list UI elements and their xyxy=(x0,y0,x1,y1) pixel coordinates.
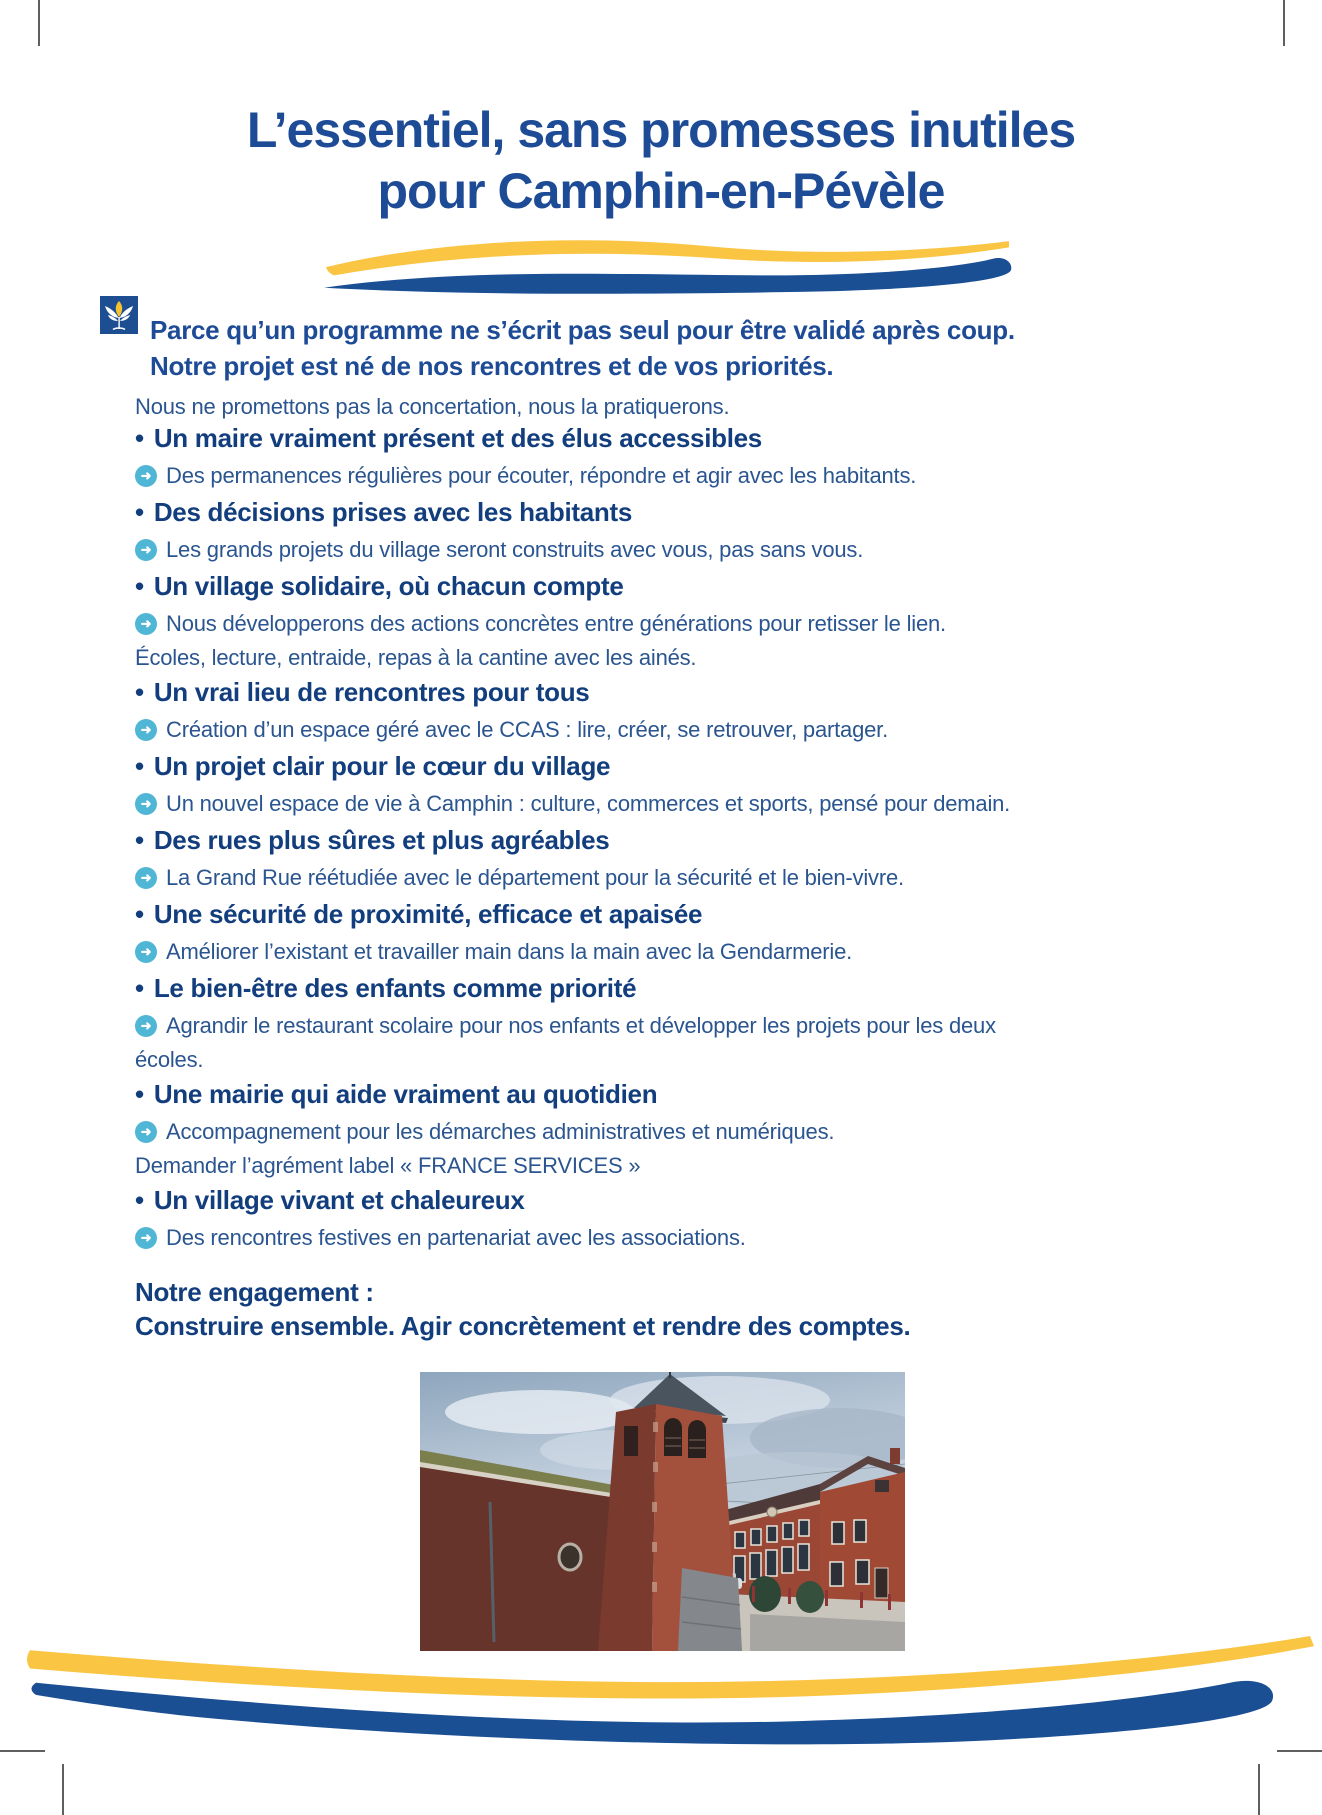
detail-text: Accompagnement pour les démarches administratives et numériques. xyxy=(166,1118,835,1144)
bullet-icon: • xyxy=(135,825,144,855)
list-item-detail xyxy=(135,933,1245,970)
bullet-icon: • xyxy=(135,677,144,707)
footer-swoosh xyxy=(0,1634,1322,1766)
arrow-icon: ➜ xyxy=(135,1121,157,1143)
title-swoosh-blue xyxy=(324,258,1011,294)
list-item-heading xyxy=(135,748,1245,785)
list-item-detail-continuation xyxy=(135,642,1245,674)
list-item-detail xyxy=(135,859,1245,896)
wheat-logo-icon xyxy=(100,296,138,334)
detail-text: Les grands projets du village seront construits avec vous, pas sans vous. xyxy=(166,536,864,562)
heading-text: Une sécurité de proximité, efficace et apaisée xyxy=(153,899,703,929)
detail-text: Un nouvel espace de vie à Camphin : culture, commerces et sports, pensé pour demain. xyxy=(166,790,1011,816)
bullet-icon: • xyxy=(135,899,144,929)
page-title xyxy=(0,100,1322,222)
arrow-icon: ➜ xyxy=(135,867,157,889)
list-item-detail xyxy=(135,1219,1245,1256)
title-swoosh xyxy=(318,236,1016,294)
list-item-heading xyxy=(135,1182,1245,1219)
footer-swoosh-yellow xyxy=(27,1636,1314,1698)
list-item-detail xyxy=(135,531,1245,568)
list-item-heading xyxy=(135,420,1245,457)
list-item-detail xyxy=(135,1113,1245,1150)
heading-text: Un vrai lieu de rencontres pour tous xyxy=(153,677,590,707)
list-item-detail xyxy=(135,457,1245,494)
heading-text: Une mairie qui aide vraiment au quotidien xyxy=(153,1079,658,1109)
arrow-icon: ➜ xyxy=(135,1227,157,1249)
detail-text: La Grand Rue réétudiée avec le département pour la sécurité et le bien-vivre. xyxy=(166,864,904,890)
bullet-icon: • xyxy=(135,751,144,781)
closing-statement xyxy=(135,1275,1235,1343)
detail-text: Améliorer l’existant et travailler main dans la main avec la Gendarmerie. xyxy=(166,938,853,964)
heading-text: Un maire vraiment présent et des élus accessibles xyxy=(153,423,762,453)
list-item-detail-continuation xyxy=(135,1044,1245,1076)
bullet-icon: • xyxy=(135,1185,144,1215)
detail-text: Nous développerons des actions concrètes entre générations pour retisser le lien. xyxy=(166,610,946,636)
arrow-icon: ➜ xyxy=(135,613,157,635)
bullet-icon: • xyxy=(135,423,144,453)
list-item-heading xyxy=(135,568,1245,605)
crop-mark xyxy=(1258,1764,1260,1815)
detail-text: écoles. xyxy=(135,1047,204,1072)
list-item-heading xyxy=(135,970,1245,1007)
closing-text: Construire ensemble. Agir concrètement et rendre des comptes. xyxy=(135,1311,911,1341)
arrow-icon: ➜ xyxy=(135,793,157,815)
closing-label: Notre engagement : xyxy=(135,1277,374,1307)
arrow-icon: ➜ xyxy=(135,1015,157,1037)
extra-text: Demander l’agrément label « FRANCE SERVICES » xyxy=(135,1153,641,1178)
heading-text: Des rues plus sûres et plus agréables xyxy=(153,825,610,855)
heading-text: Un projet clair pour le cœur du village xyxy=(153,751,611,781)
list-item-detail xyxy=(135,605,1245,642)
heading-text: Un village vivant et chaleureux xyxy=(153,1185,525,1215)
detail-text: Création d’un espace géré avec le CCAS : lire, créer, se retrouver, partager. xyxy=(166,716,888,742)
list-item-heading xyxy=(135,674,1245,711)
page-title-line1: L’essentiel, sans promesses inutiles xyxy=(246,102,1076,158)
intro-lead-line2: Notre projet est né de nos rencontres et de vos priorités. xyxy=(150,351,834,381)
list-item-detail xyxy=(135,785,1245,822)
list-item-extra xyxy=(135,1150,1245,1182)
list-item-heading xyxy=(135,896,1245,933)
list-item-detail xyxy=(135,711,1245,748)
intro-lead-line1: Parce qu’un programme ne s’écrit pas seul pour être validé après coup. xyxy=(150,315,1015,345)
detail-text: Agrandir le restaurant scolaire pour nos enfants et développer les projets pour les deux xyxy=(166,1012,996,1038)
list-item-heading xyxy=(135,822,1245,859)
list-item-heading xyxy=(135,1076,1245,1113)
crop-mark xyxy=(1283,0,1285,46)
arrow-icon: ➜ xyxy=(135,719,157,741)
arrow-icon: ➜ xyxy=(135,539,157,561)
bullet-icon: • xyxy=(135,497,144,527)
village-photo xyxy=(420,1372,905,1651)
crop-mark xyxy=(38,0,40,46)
programme-list xyxy=(135,420,1245,1256)
bullet-icon: • xyxy=(135,1079,144,1109)
crop-mark xyxy=(62,1764,64,1815)
page-title-line2: pour Camphin-en-Pévèle xyxy=(377,163,945,219)
heading-text: Le bien-être des enfants comme priorité xyxy=(153,973,637,1003)
arrow-icon: ➜ xyxy=(135,465,157,487)
list-item-heading xyxy=(135,494,1245,531)
detail-text: Écoles, lecture, entraide, repas à la cantine avec les ainés. xyxy=(135,645,697,670)
arrow-icon: ➜ xyxy=(135,941,157,963)
bullet-icon: • xyxy=(135,973,144,1003)
heading-text: Un village solidaire, où chacun compte xyxy=(153,571,624,601)
detail-text: Des rencontres festives en partenariat avec les associations. xyxy=(166,1224,746,1250)
intro-lead xyxy=(150,312,1270,384)
intro-note: Nous ne promettons pas la concertation, nous la pratiquerons. xyxy=(135,394,730,419)
detail-text: Des permanences régulières pour écouter, répondre et agir avec les habitants. xyxy=(166,462,917,488)
title-swoosh-yellow xyxy=(326,240,1009,275)
bullet-icon: • xyxy=(135,571,144,601)
heading-text: Des décisions prises avec les habitants xyxy=(153,497,633,527)
list-item-detail xyxy=(135,1007,1245,1044)
